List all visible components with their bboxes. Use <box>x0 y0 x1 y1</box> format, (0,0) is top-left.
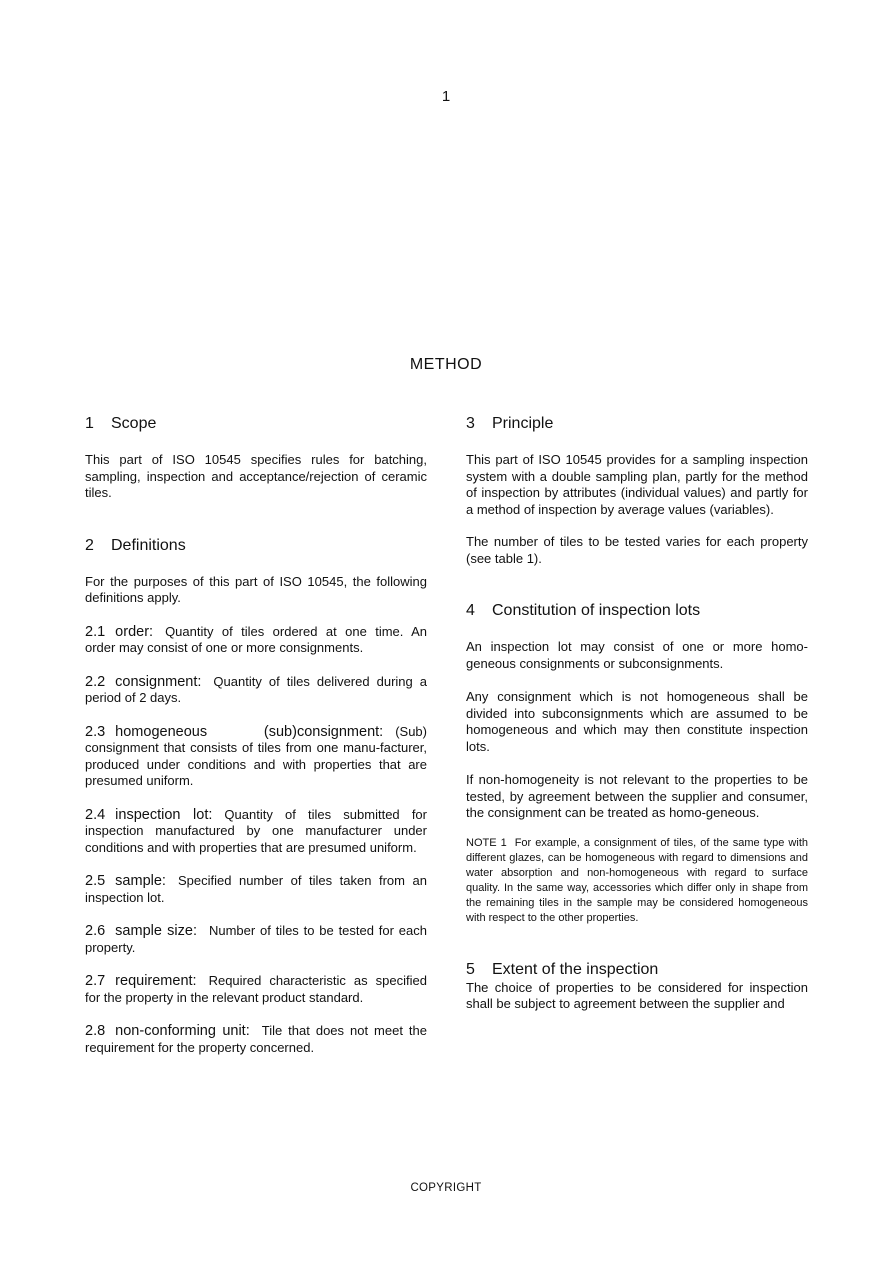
section-number: 4 <box>466 602 475 619</box>
section-constitution-heading <box>466 601 808 621</box>
definition-text: Quantity of tiles ordered at one time. An order may consist of one or more consignments. <box>85 623 427 655</box>
definition-item <box>85 973 427 1006</box>
definition-text: Required characteristic as specified for the property in the relevant product standard. <box>85 973 427 1005</box>
document-title: METHOD <box>409 356 483 373</box>
definition-text: (Sub) consignment that consists of tiles from one manu-facturer, produced under conditions and with properties that are presumed uniform. <box>85 723 427 788</box>
section-number: 1 <box>85 415 94 432</box>
definition-item <box>85 873 427 906</box>
definition-item <box>85 674 427 707</box>
principle-paragraph: The number of tiles to be tested varies for each property (see table 1). <box>466 534 808 566</box>
right-column <box>466 414 808 1013</box>
constitution-paragraph: An inspection lot may consist of one or more homo-geneous consignments or subconsignments. <box>466 639 808 671</box>
section-title: Principle <box>492 415 554 432</box>
definition-term: 2.1 order: <box>85 623 154 640</box>
note <box>466 836 808 926</box>
section-number: 2 <box>85 536 94 554</box>
definition-text: Number of tiles to be tested for each property. <box>85 923 427 955</box>
section-title: Constitution of inspection lots <box>492 602 701 619</box>
section-title: Definitions <box>111 536 186 554</box>
definition-term: 2.2 consignment: <box>85 673 202 690</box>
definition-text: Tile that does not meet the requirement for the property concerned. <box>85 1023 427 1055</box>
scope-text: This part of ISO 10545 specifies rules for batching, sampling, inspection and acceptance/rejection of ceramic tiles. <box>85 452 427 500</box>
definition-term: 2.4 inspection lot: <box>85 806 213 823</box>
extent-text: The choice of properties to be considered for inspection shall be subject to agreement between the supplier and <box>466 979 808 1011</box>
definition-item <box>85 624 427 657</box>
definition-item <box>85 923 427 956</box>
constitution-paragraph: Any consignment which is not homogeneous shall be divided into subconsignments which are assumed to be homogeneous and which may then constitute inspection lots. <box>466 689 808 754</box>
section-extent-heading <box>466 960 808 980</box>
definition-term: 2.3 homogeneous (sub)consignment: <box>85 723 384 740</box>
definition-text: Quantity of tiles delivered during a period of 2 days. <box>85 673 427 705</box>
section-scope-heading <box>85 414 427 434</box>
section-number: 3 <box>466 415 475 432</box>
definition-term: 2.7 requirement: <box>85 973 197 989</box>
note-text: For example, a consignment of tiles, of the same type with different glazes, can be homogeneous with regard to dimensions and water absorption and non-homogeneous with regard to surface quality. In the same way, accessories which differ only in shape from the remaining tiles in the sample may be considered homogeneous with respect to the other properties. <box>466 836 808 924</box>
constitution-paragraph: If non-homogeneity is not relevant to the properties to be tested, by agreement between the supplier and consumer, the consignment can be treated as homo-geneous. <box>466 772 808 820</box>
copyright-footer: COPYRIGHT <box>410 1182 482 1194</box>
principle-paragraph: This part of ISO 10545 provides for a sampling inspection system with a double sampling plan, partly for the method of inspection by attributes (individual values) and partly for a method of inspection by average values (variables). <box>466 452 808 517</box>
definition-text: Specified number of tiles taken from an inspection lot. <box>85 873 427 905</box>
definition-term: 2.8 non-conforming unit: <box>85 1023 250 1039</box>
section-definitions-heading <box>85 536 427 556</box>
section-number: 5 <box>466 960 475 978</box>
definition-text: Quantity of tiles submitted for inspection manufactured by one manufacturer under conditions and with properties that are presumed uniform. <box>85 806 427 855</box>
definition-term: 2.6 sample size: <box>85 923 197 939</box>
note-label: NOTE 1 <box>466 836 507 849</box>
page-number: 1 <box>441 88 451 105</box>
definition-item <box>85 1023 427 1056</box>
section-title: Extent of the inspection <box>492 960 659 978</box>
definition-item <box>85 724 427 790</box>
definition-term: 2.5 sample: <box>85 873 166 889</box>
section-principle-heading <box>466 414 808 434</box>
definitions-intro: For the purposes of this part of ISO 10545, the following definitions apply. <box>85 573 427 605</box>
section-title: Scope <box>111 415 157 432</box>
definition-item <box>85 807 427 857</box>
left-column <box>85 414 427 1073</box>
